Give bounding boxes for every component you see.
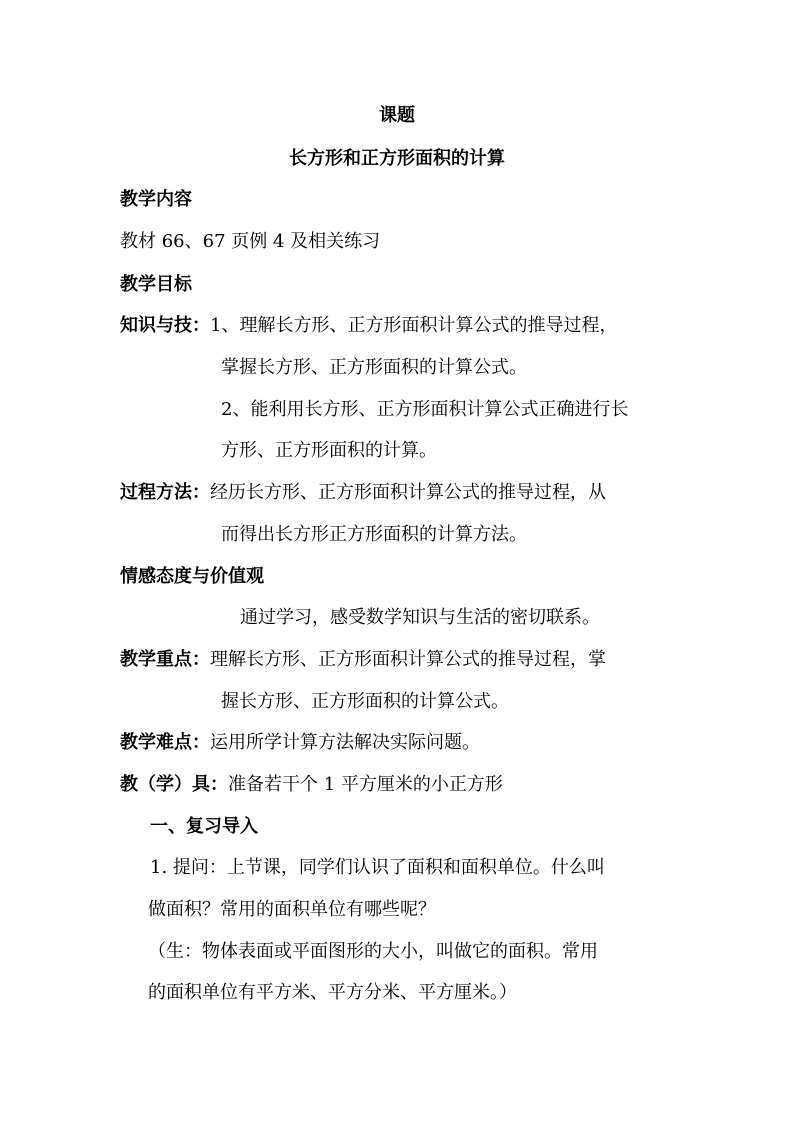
knowledge-item-2-line-2: 方形、正方形面积的计算。 xyxy=(221,440,437,461)
process-line-2: 而得出长方形正方形面积的计算方法。 xyxy=(221,524,527,545)
difficulties-label: 教学难点： xyxy=(120,732,210,753)
answer-1-line-1: （生：物体表面或平面图形的大小，叫做它的面积。常用 xyxy=(148,941,598,962)
lesson-title: 课题 xyxy=(379,105,415,126)
answer-1-line-2: 的面积单位有平方米、平方分米、平方厘米。） xyxy=(148,982,517,1003)
objectives-heading: 教学目标 xyxy=(120,274,192,295)
process-line-1: 经历长方形、正方形面积计算公式的推导过程，从 xyxy=(210,482,606,503)
difficulties-text: 运用所学计算方法解决实际问题。 xyxy=(210,732,480,753)
process-label: 过程方法： xyxy=(120,482,210,503)
emotion-text: 通过学习，感受数学知识与生活的密切联系。 xyxy=(240,607,600,628)
lesson-subtitle: 长方形和正方形面积的计算 xyxy=(289,148,505,169)
key-points-line-2: 握长方形、正方形面积的计算公式。 xyxy=(221,691,509,712)
tools-label: 教（学）具： xyxy=(120,774,228,795)
knowledge-label: 知识与技： xyxy=(120,315,210,336)
content-text: 教材 66、67 页例 4 及相关练习 xyxy=(120,231,381,252)
knowledge-item-1-line-2: 掌握长方形、正方形面积的计算公式。 xyxy=(221,357,527,378)
question-1-line-2: 做面积？常用的面积单位有哪些呢？ xyxy=(148,899,436,920)
section-1-heading: 一、复习导入 xyxy=(150,816,258,837)
tools-text: 准备若干个 1 平方厘米的小正方形 xyxy=(228,774,503,795)
emotion-heading: 情感态度与价值观 xyxy=(120,566,264,587)
key-points-line-1: 理解长方形、正方形面积计算公式的推导过程，掌 xyxy=(210,649,606,670)
key-points-label: 教学重点： xyxy=(120,649,210,670)
knowledge-item-2-line-1: 2、能利用长方形、正方形面积计算公式正确进行长 xyxy=(221,399,629,420)
knowledge-item-1-line-1: 1、理解长方形、正方形面积计算公式的推导过程， xyxy=(210,315,618,336)
content-heading: 教学内容 xyxy=(120,189,192,210)
question-1-line-1: 1. 提问：上节课，同学们认识了面积和面积单位。什么叫 xyxy=(150,857,605,878)
